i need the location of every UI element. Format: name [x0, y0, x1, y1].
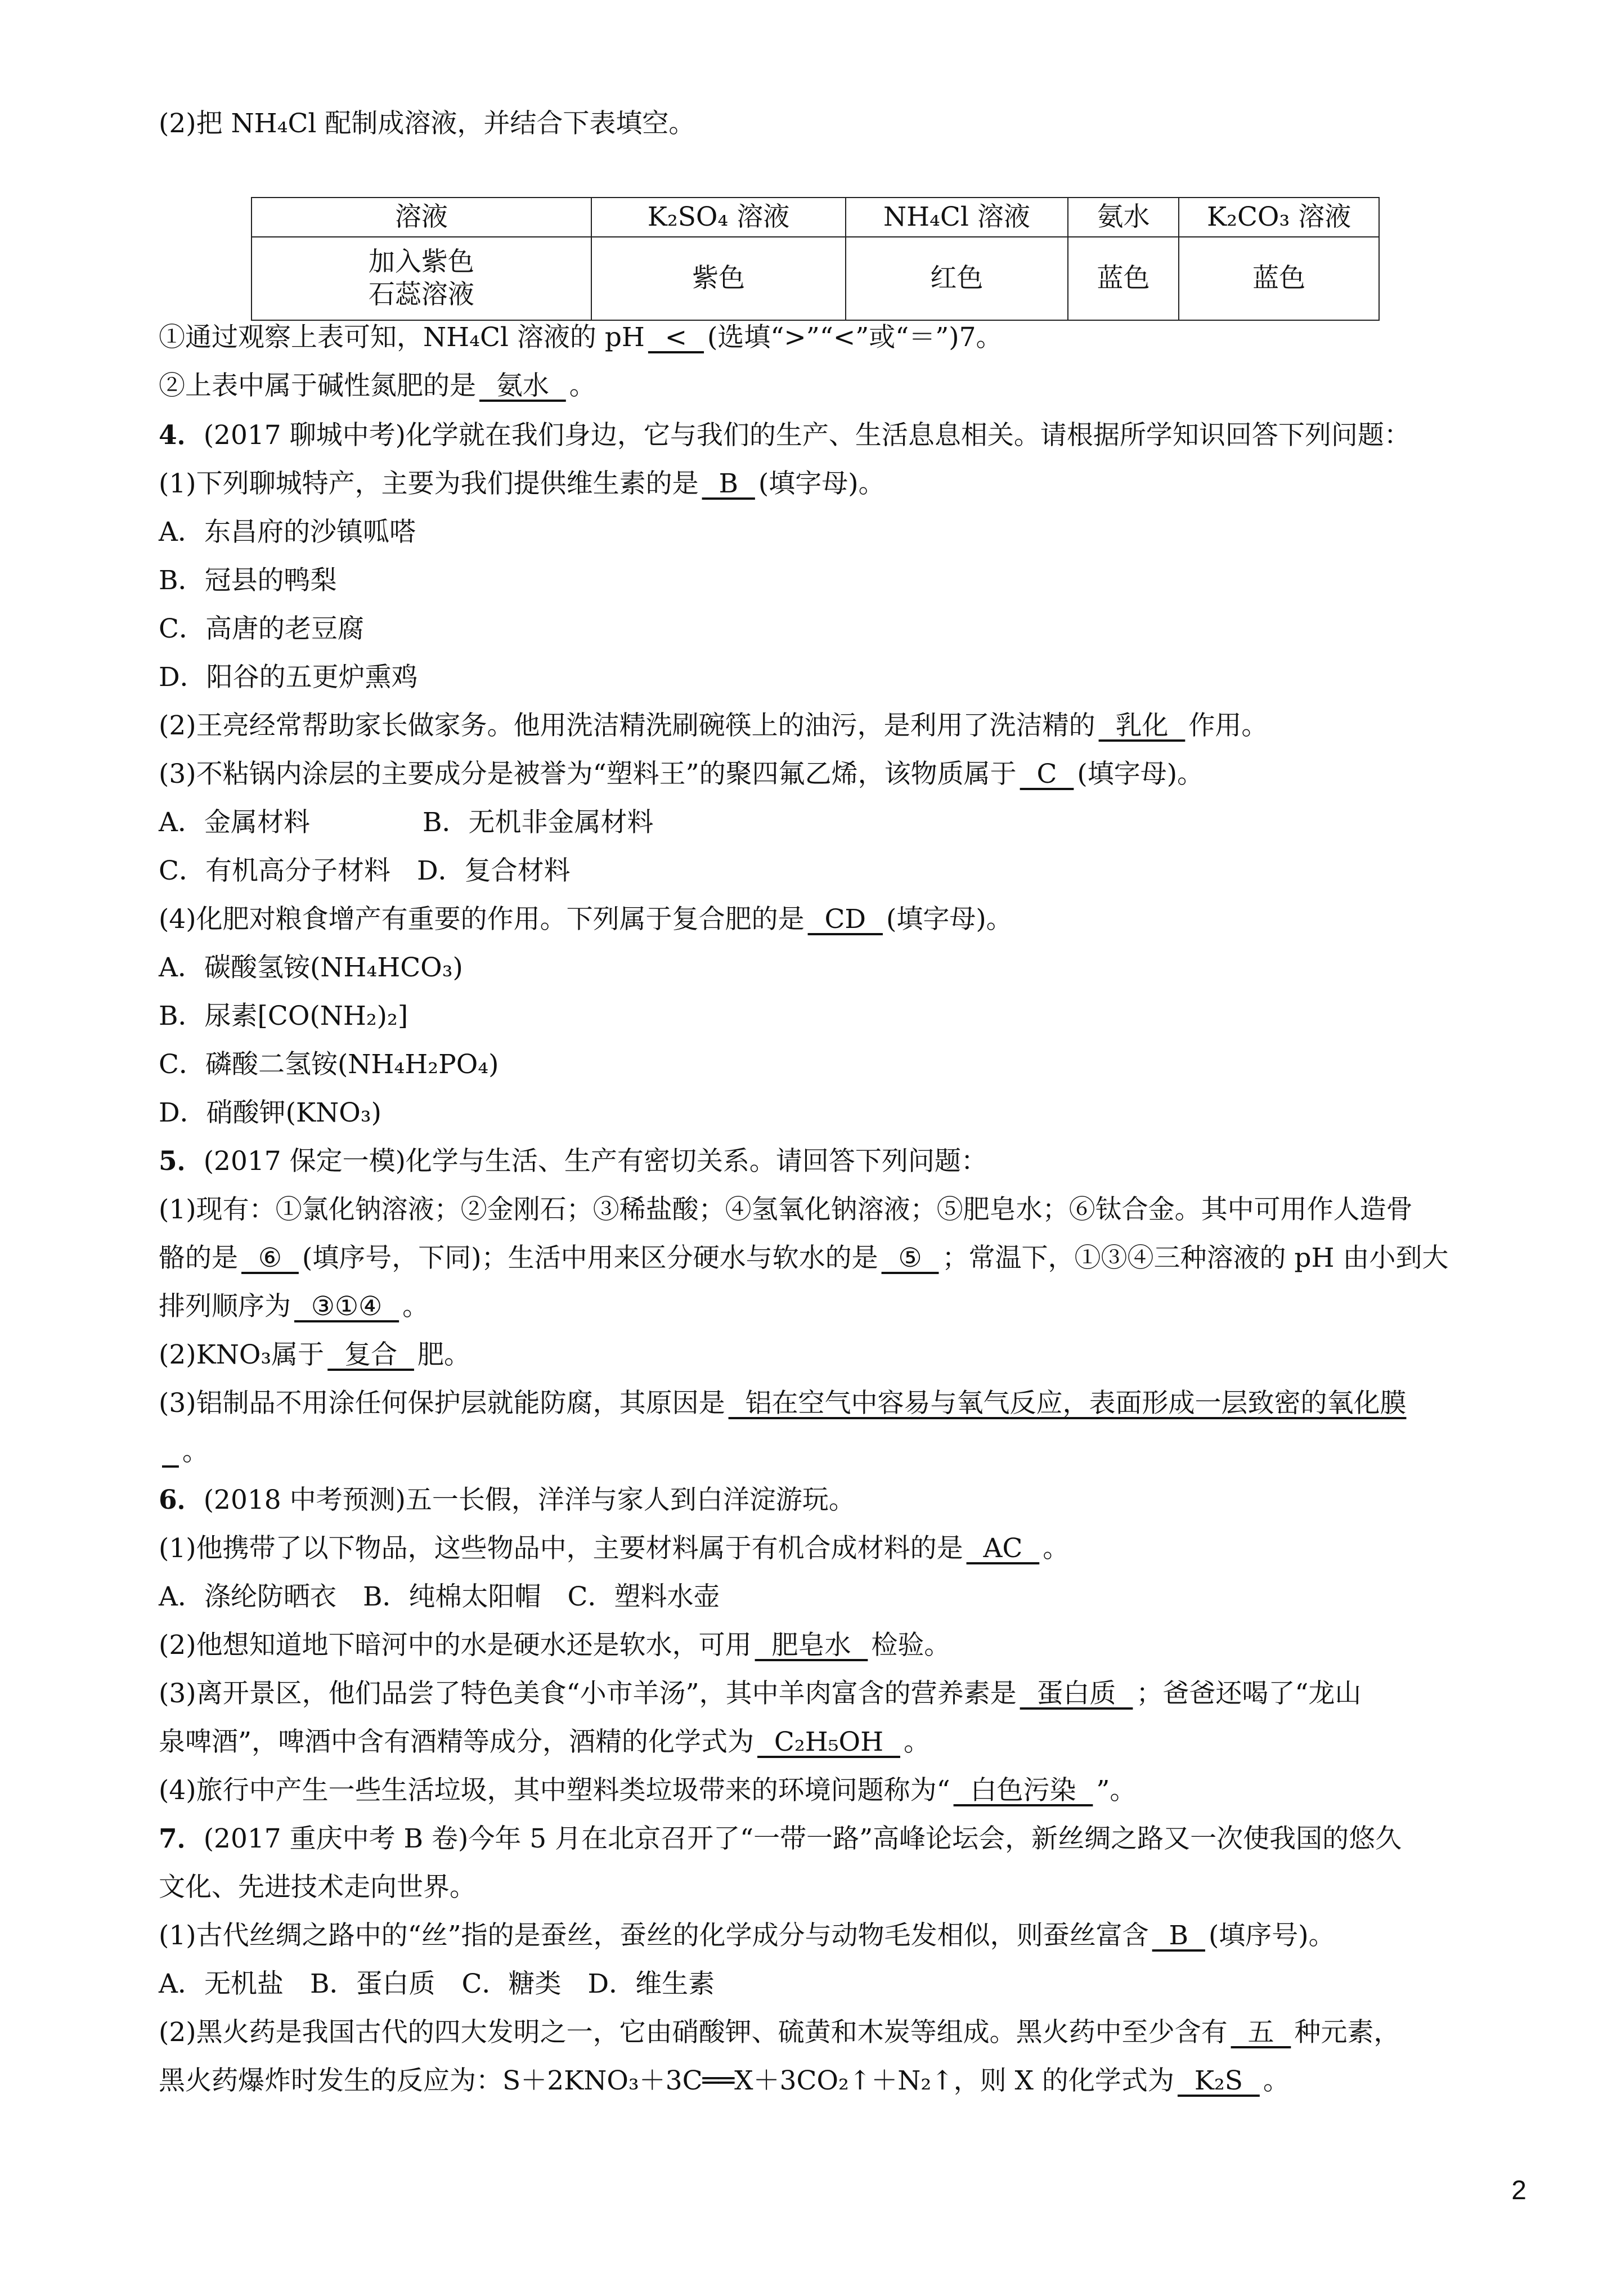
text: ；爸爸还喝了“龙山: [1136, 1678, 1362, 1709]
text: 肥。: [417, 1339, 470, 1370]
question-line: [159, 1385, 1409, 1421]
text: (2)王亮经常帮助家长做家务。他用洗洁精洗刷碗筷上的油污，是利用了洗洁精的: [159, 710, 1095, 741]
option-line: D．阳谷的五更炉熏鸡: [159, 662, 418, 693]
table-cell: 蓝色: [1068, 237, 1179, 320]
question-7-stem: [159, 1821, 1402, 1857]
question-4-stem: [159, 418, 1411, 454]
text: (填字母)。: [1077, 759, 1204, 790]
option-line: B．冠县的鸭梨: [159, 565, 337, 596]
text: 排列顺序为: [159, 1291, 291, 1322]
text: (1)他携带了以下物品，这些物品中，主要材料属于有机合成材料的是: [159, 1533, 963, 1564]
table-cell: 蓝色: [1179, 237, 1379, 320]
question-line: [159, 368, 596, 404]
question-line: [159, 466, 885, 502]
question-6-stem: [159, 1482, 855, 1518]
question-number: 6．: [159, 1485, 204, 1515]
question-line: [159, 1240, 1448, 1276]
text: A．金属材料: [159, 807, 310, 838]
text: (1)下列聊城特产，主要为我们提供维生素的是: [159, 468, 699, 499]
question-line: [159, 1434, 209, 1470]
text: 。: [903, 1727, 930, 1757]
text: (3)离开景区，他们品尝了特色美食“小市羊汤”，其中羊肉富含的营养素是: [159, 1678, 1017, 1709]
table-header-cell: 溶液: [252, 198, 591, 237]
text: B．无机非金属材料: [422, 807, 654, 838]
answer-blank: 白色污染: [953, 1775, 1093, 1806]
question-number: 4．: [159, 420, 204, 451]
answer-blank: 肥皂水: [755, 1630, 868, 1661]
answer-blank: ⑥: [241, 1243, 299, 1273]
text: (3)铝制品不用涂任何保护层就能防腐，其原因是: [159, 1388, 725, 1419]
question-line: [159, 1337, 470, 1373]
option-line: D．硝酸钾(KNO₃): [159, 1097, 381, 1128]
text: (2)KNO₃属于: [159, 1339, 325, 1370]
text: ②上表中属于碱性氮肥的是: [159, 370, 476, 401]
question-line: (1)现有：①氯化钠溶液；②金刚石；③稀盐酸；④氢氧化钠溶液；⑤肥皂水；⑥钛合金。其中可用作人造骨: [159, 1194, 1413, 1225]
text: 。: [402, 1291, 429, 1322]
answer-blank: K₂S: [1177, 2065, 1260, 2096]
text: (填序号，下同)；生活中用来区分硬水与软水的是: [302, 1243, 878, 1273]
table-header-cell: 氨水: [1068, 198, 1179, 237]
text: 检验。: [871, 1630, 951, 1661]
question-line: [159, 902, 1013, 938]
question-line: [159, 1627, 950, 1663]
table-cell: 红色: [846, 237, 1068, 320]
option-line: C．高唐的老豆腐: [159, 613, 364, 644]
text: 骼的是: [159, 1243, 238, 1273]
text: 泉啤酒”，啤酒中含有酒精等成分，酒精的化学式为: [159, 1727, 755, 1757]
option-line: C．有机高分子材料 D．复合材料: [159, 855, 571, 886]
answer-blank: B: [1152, 1920, 1205, 1951]
text: (2)他想知道地下暗河中的水是硬水还是软水，可用: [159, 1630, 752, 1661]
text: 。: [1263, 2065, 1290, 2096]
answer-blank: CD: [807, 904, 883, 935]
text: ；常温下，①③④三种溶液的 pH 由小到大: [942, 1243, 1449, 1273]
text: (2017 重庆中考 B 卷)今年 5 月在北京召开了“一带一路”高峰论坛会，新丝绸之路又一次使我国的悠久: [203, 1823, 1402, 1854]
litmus-table: [251, 197, 1380, 321]
text: ①通过观察上表可知，NH₄Cl 溶液的 pH: [159, 322, 645, 353]
answer-blank: <: [648, 322, 704, 353]
answer-blank: 乳化: [1098, 710, 1186, 741]
table-row: [252, 237, 1379, 320]
question-line: [159, 320, 1003, 356]
question-line: [159, 1676, 1361, 1712]
question-line: [159, 1289, 429, 1325]
text: 。: [182, 1436, 209, 1467]
text: (1)古代丝绸之路中的“丝”指的是蚕丝，蚕丝的化学成分与动物毛发相似，则蚕丝富含: [159, 1920, 1149, 1951]
question-line: [159, 2063, 1290, 2099]
option-line: [159, 805, 654, 841]
answer-blank: 蛋白质: [1020, 1678, 1133, 1709]
option-line: A．东昌府的沙镇呱嗒: [159, 517, 416, 548]
option-line: C．磷酸二氢铵(NH₄H₂PO₄): [159, 1049, 499, 1080]
answer-blank: B: [702, 468, 755, 499]
table-header-cell: K₂SO₄ 溶液: [591, 198, 846, 237]
table-header-cell: NH₄Cl 溶液: [846, 198, 1068, 237]
question-line: [159, 1918, 1335, 1954]
text: 。: [1043, 1533, 1070, 1564]
question-line: 文化、先进技术走向世界。: [159, 1872, 476, 1903]
question-line: [159, 1773, 1136, 1809]
answer-blank: 五: [1231, 2017, 1291, 2048]
text: (填字母)。: [758, 468, 885, 499]
text: (填字母)。: [886, 904, 1013, 935]
answer-blank: ⑤: [881, 1243, 939, 1273]
answer-blank: AC: [966, 1533, 1040, 1564]
text: (2)把 NH₄Cl 配制成溶液，并结合下表填空。: [159, 108, 695, 139]
answer-blank: ③①④: [294, 1291, 399, 1322]
text: (2017 聊城中考)化学就在我们身边，它与我们的生产、生活息息相关。请根据所学知识回答下列问题：: [203, 420, 1411, 451]
answer-blank: 复合: [327, 1339, 414, 1370]
question-5-stem: [159, 1143, 987, 1180]
answer-blank: 氨水: [479, 370, 566, 401]
text: (4)旅行中产生一些生活垃圾，其中塑料类垃圾带来的环境问题称为“: [159, 1775, 950, 1806]
table-cell: 紫色: [591, 237, 846, 320]
question-line: [159, 1531, 1069, 1567]
option-line: A．碳酸氢铵(NH₄HCO₃): [159, 952, 463, 983]
row-label-line: 加入紫色: [368, 246, 474, 277]
question-line: [159, 708, 1268, 744]
question-number: 7．: [159, 1823, 204, 1854]
table-row-label: [252, 237, 591, 320]
text: (2017 保定一模)化学与生活、生产有密切关系。请回答下列问题：: [203, 1146, 987, 1177]
option-line: A．无机盐 B．蛋白质 C．糖类 D．维生素: [159, 1968, 715, 1999]
question-3-2-line: [159, 106, 695, 142]
text: (3)不粘锅内涂层的主要成分是被誉为“塑料王”的聚四氟乙烯，该物质属于: [159, 759, 1017, 790]
table-header-row: [252, 198, 1379, 237]
text: (选填“>”“<”或“＝”)7。: [707, 322, 1003, 353]
text: 。: [569, 370, 596, 401]
table-header-cell: K₂CO₃ 溶液: [1179, 198, 1379, 237]
text: (2018 中考预测)五一长假，洋洋与家人到白洋淀游玩。: [203, 1485, 855, 1515]
question-number: 5．: [159, 1146, 204, 1177]
answer-blank: 铝在空气中容易与氧气反应，表面形成一层致密的氧化膜: [728, 1388, 1407, 1419]
text: (4)化肥对粮食增产有重要的作用。下列属于复合肥的是: [159, 904, 805, 935]
question-line: [159, 2015, 1400, 2051]
row-label-line: 石蕊溶液: [368, 279, 474, 310]
text: 种元素，: [1294, 2017, 1400, 2048]
option-line: A．涤纶防晒衣 B．纯棉太阳帽 C．塑料水壶: [159, 1581, 720, 1612]
text: 黑火药爆炸时发生的反应为：S＋2KNO₃＋3C══X＋3CO₂↑＋N₂↑，则 X 的化学式为: [159, 2065, 1174, 2096]
answer-blank: C: [1020, 759, 1074, 790]
text: (2)黑火药是我国古代的四大发明之一，它由硝酸钾、硫黄和木炭等组成。黑火药中至少含有: [159, 2017, 1228, 2048]
answer-blank: [159, 1436, 182, 1467]
answer-blank: C₂H₅OH: [757, 1727, 900, 1757]
question-line: [159, 1724, 930, 1760]
option-line: B．尿素[CO(NH₂)₂]: [159, 1001, 408, 1032]
page-number: 2: [1511, 2176, 1526, 2205]
text: ”。: [1096, 1775, 1137, 1806]
text: (填序号)。: [1208, 1920, 1335, 1951]
text: 作用。: [1188, 710, 1268, 741]
question-line: [159, 756, 1204, 792]
